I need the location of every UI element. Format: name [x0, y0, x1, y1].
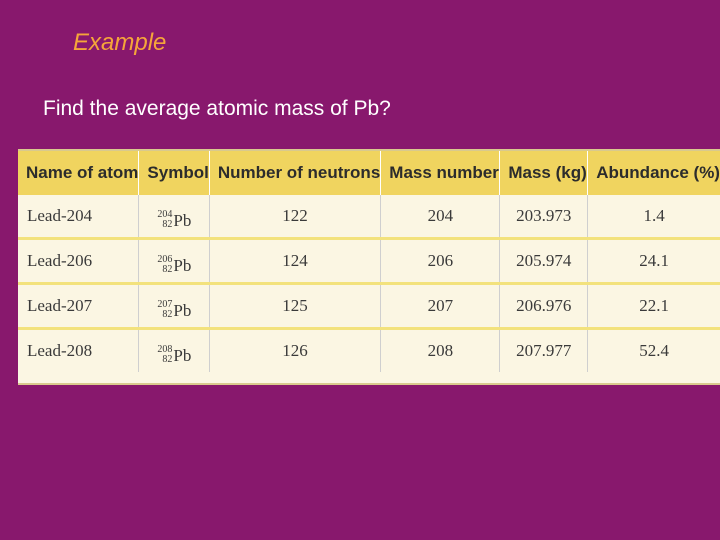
isotope-table-grid — [18, 151, 720, 372]
symbol-atomic-number: 82 — [162, 354, 173, 365]
header-mass-kg: Mass (kg) — [500, 151, 588, 195]
cell-mass: 203.973 — [500, 195, 588, 239]
isotope-symbol — [157, 255, 191, 275]
cell-neutrons: 125 — [209, 284, 380, 329]
cell-mass-number: 208 — [381, 329, 500, 373]
cell-symbol — [139, 239, 209, 284]
header-number-of-neutrons: Number of neutrons — [209, 151, 380, 195]
question-text: Find the average atomic mass of Pb? — [43, 97, 391, 120]
cell-name: Lead-207 — [18, 284, 139, 329]
cell-neutrons: 126 — [209, 329, 380, 373]
cell-mass: 206.976 — [500, 284, 588, 329]
cell-abundance: 52.4 — [588, 329, 720, 373]
cell-symbol — [139, 284, 209, 329]
isotope-table — [18, 149, 720, 385]
cell-name: Lead-204 — [18, 195, 139, 239]
symbol-atomic-number: 82 — [162, 264, 173, 275]
table-row — [18, 195, 720, 239]
cell-mass: 205.974 — [500, 239, 588, 284]
table-header-row — [18, 151, 720, 195]
symbol-element: Pb — [173, 255, 192, 275]
cell-symbol — [139, 195, 209, 239]
header-abundance: Abundance (%) — [588, 151, 720, 195]
cell-abundance: 1.4 — [588, 195, 720, 239]
cell-neutrons: 124 — [209, 239, 380, 284]
cell-abundance: 24.1 — [588, 239, 720, 284]
header-symbol: Symbol — [139, 151, 209, 195]
cell-symbol — [139, 329, 209, 373]
isotope-symbol — [157, 210, 191, 230]
slide-title: Example — [73, 29, 167, 56]
symbol-mass-number: 206 — [157, 254, 173, 265]
isotope-symbol — [157, 300, 191, 320]
symbol-element: Pb — [173, 210, 192, 230]
symbol-mass-number: 207 — [157, 299, 173, 310]
symbol-element: Pb — [173, 345, 192, 365]
header-mass-number: Mass number — [381, 151, 500, 195]
symbol-mass-number: 208 — [157, 344, 173, 355]
cell-name: Lead-206 — [18, 239, 139, 284]
isotope-symbol — [157, 345, 191, 365]
table-row — [18, 239, 720, 284]
symbol-mass-number: 204 — [157, 209, 173, 220]
header-name-of-atom: Name of atom — [18, 151, 139, 195]
cell-mass-number: 204 — [381, 195, 500, 239]
symbol-atomic-number: 82 — [162, 309, 173, 320]
cell-abundance: 22.1 — [588, 284, 720, 329]
cell-mass-number: 207 — [381, 284, 500, 329]
cell-mass: 207.977 — [500, 329, 588, 373]
cell-name: Lead-208 — [27, 341, 93, 360]
symbol-element: Pb — [173, 300, 192, 320]
table-row — [18, 284, 720, 329]
symbol-atomic-number: 82 — [162, 219, 173, 230]
table-row — [18, 329, 720, 373]
cell-mass-number: 206 — [381, 239, 500, 284]
cell-neutrons: 122 — [209, 195, 380, 239]
